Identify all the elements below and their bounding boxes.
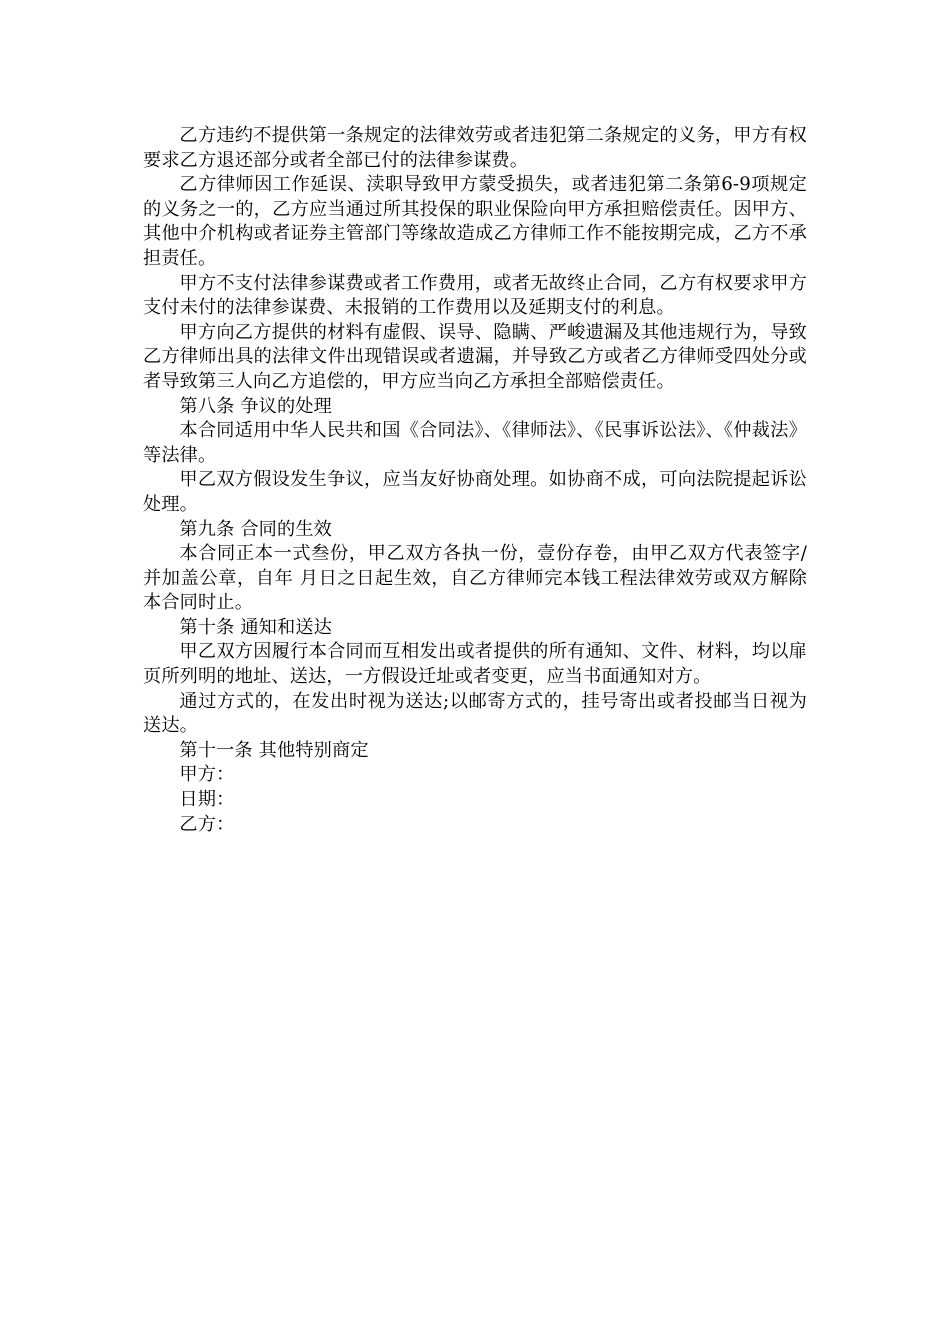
section-heading-article-10: 第十条 通知和送达 — [179, 616, 333, 638]
paragraph-breach-party-a: 甲方不支付法律参谋费或者工作费用，或者无故终止合同，乙方有权要求甲方支付未付的法律参谋费、未报销的工作费用以及延期支付的利息。 — [143, 272, 807, 319]
paragraph-false-materials: 甲方向乙方提供的材料有虚假、误导、隐瞒、严峻遗漏及其他违规行为，导致乙方律师出具的法律文件出现错误或者遗漏，并导致乙方或者乙方律师受四处分或者导致第三人向乙方追偿的，甲方应当向乙方承担全部赔偿责任。 — [143, 321, 807, 392]
document-body — [143, 124, 807, 837]
paragraph-effectiveness: 本合同正本一式叁份，甲乙双方各执一份，壹份存卷，由甲乙双方代表签字/并加盖公章，自年 月日之日起生效，自乙方律师完本钱工程法律效劳或双方解除本合同时止。 — [143, 543, 807, 614]
paragraph-lawyer-liability: 乙方律师因工作延误、渎职导致甲方蒙受损失，或者违犯第二条第6-9项规定的义务之一的，乙方应当通过所其投保的职业保险向甲方承担赔偿责任。因甲方、其他中介机构或者证券主管部门等缘故造成乙方律师工作不能按期完成，乙方不承担责任。 — [143, 174, 807, 269]
paragraph-applicable-law: 本合同适用中华人民共和国《合同法》、《律师法》、《民事诉讼法》、《仲裁法》等法律。 — [143, 420, 807, 466]
paragraph-dispute-resolution: 甲乙双方假设发生争议，应当友好协商处理。如协商不成，可向法院提起诉讼处理。 — [143, 469, 807, 515]
signature-date: 日期： — [179, 789, 235, 811]
paragraph-delivery-methods: 通过方式的，在发出时视为送达;以邮寄方式的，挂号寄出或者投邮当日视为送达。 — [143, 690, 807, 737]
paragraph-notices: 甲乙双方因履行本合同而互相发出或者提供的所有通知、文件、材料，均以扉页所列明的地址、送达，一方假设迁址或者变更，应当书面通知对方。 — [143, 641, 807, 688]
paragraph-breach-party-b: 乙方违约不提供第一条规定的法律效劳或者违犯第二条规定的义务，甲方有权要求乙方退还部分或者全部已付的法律参谋费。 — [143, 125, 807, 171]
section-heading-article-8: 第八条 争议的处理 — [179, 395, 333, 417]
signature-party-a: 甲方： — [179, 764, 235, 786]
signature-party-b: 乙方： — [179, 813, 235, 835]
section-heading-article-11: 第十一条 其他特别商定 — [179, 739, 369, 761]
section-heading-article-9: 第九条 合同的生效 — [179, 518, 333, 540]
